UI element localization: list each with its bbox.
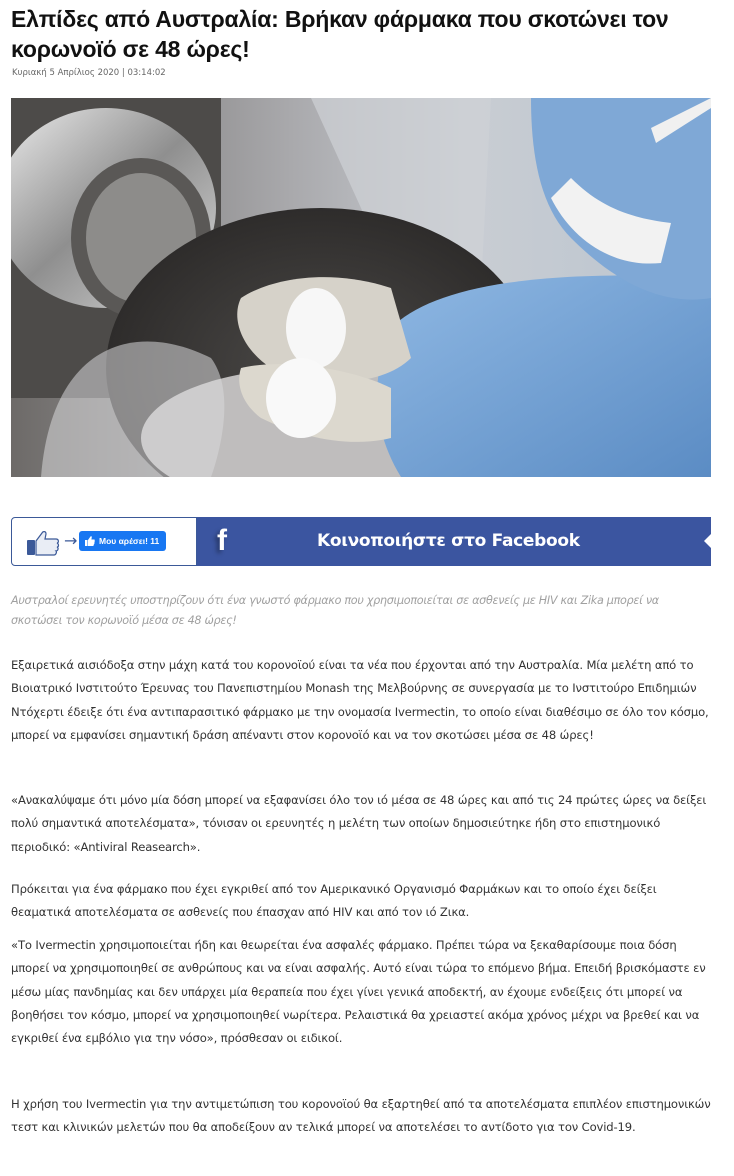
like-button-label: Μου αρέσει! 11 bbox=[99, 536, 160, 546]
photo-icon bbox=[11, 98, 711, 477]
facebook-logo-icon: f bbox=[217, 524, 227, 557]
article-paragraph: Πρόκειται για ένα φάρμακο που έχει εγκριθεί από τον Αμερικανικό Οργανισμό Φαρμάκων και το οποίο έχει δείξει θεαματικά αποτελέσματα σε ασθενείς που έπασχαν από HIV και από τον ιό Ζικα. bbox=[11, 882, 657, 920]
article-lead: Αυστραλοί ερευνητές υποστηρίζουν ότι ένα γνωστό φάρμακο που χρησιμοποιείται σε ασθενείς με HIV και Zika μπορεί να σκοτώσει τον κορωνοϊό μέσα σε 48 ώρες! bbox=[11, 594, 659, 627]
article-title: Ελπίδες από Αυστραλία: Βρήκαν φάρμακα που σκοτώνει τον κορωνοϊό σε 48 ώρες! bbox=[11, 6, 669, 62]
article-date: Κυριακή 5 Απρίλιος 2020 | 03:14:02 bbox=[12, 68, 166, 78]
hero-image bbox=[11, 98, 711, 477]
notch-decoration bbox=[704, 534, 711, 548]
facebook-share-bar bbox=[11, 517, 711, 568]
arrow-right-icon: → bbox=[64, 531, 78, 550]
article-paragraph: «Το Ivermectin χρησιμοποιείται ήδη και θεωρείται ένα ασφαλές φάρμακο. Πρέπει τώρα να ξεκαθαρίσουμε ποια δόση μπορεί να χρησιμοποιηθεί σε ανθρώπους και να είναι ασφαλής. Αυτό είναι τώρα το επόμενο βήμα. Επειδή βρισκόμαστε εν μέσω μίας πανδημίας και δεν υπάρχει μία θεραπεία που έχει γίνει γενικά αποδεκτή, αν έχουμε ενδείξεις ότι μπορεί να βοηθήσει τον κόσμο, μπορεί να χρησιμοποιηθεί νωρίτερα. Ρελαιστικά θα χρειαστεί ακόμα χρόνος μέχρι να βρεθεί και να εγκριθεί ένα εμβόλιο για την νόσο», πρόσθεσαν οι ειδικοί. bbox=[11, 938, 706, 1046]
share-label: Κοινοποιήστε στο Facebook bbox=[317, 531, 580, 551]
thumbs-up-small-icon bbox=[85, 536, 95, 546]
article-paragraph: Εξαιρετικά αισιόδοξα στην μάχη κατά του κορονοϊού είναι τα νέα που έρχονται από την Αυστραλία. Μία μελέτη από το Βιοιατρικό Ινστιτούτο Έρευνας του Πανεπιστημίου Monash της Μελβούρνης σε συνεργασία με το Ινστιτούρο Επιδημιών Ντόχερτι έδειξε ότι ένα αντιπαρασιτικό φάρμακο με την ονομασία Ivermectin, το οποίο είναι διαθέσιμο σε όλο τον κόσμο, μπορεί να εμφανίσει σημαντική δράση απέναντι στον κορονοϊό και να τον σκοτώσει μέσα σε 48 ώρες! bbox=[11, 658, 709, 742]
article-paragraph: «Ανακαλύψαμε ότι μόνο μία δόση μπορεί να εξαφανίσει όλο τον ιό μέσα σε 48 ώρες και από τις 24 πρώτες ώρες να δείξει πολύ σημαντικά αποτελέσματα», τόνισαν οι ερευνητές η μελέτη των οποίων δημοσιεύτηκε ήδη στο επιστημονικό περιοδικό: «Antiviral Reasearch». bbox=[11, 793, 707, 854]
thumbs-up-icon bbox=[26, 530, 60, 560]
article-paragraph: Η χρήση του Ivermectin για την αντιμετώπιση του κορονοϊού θα εξαρτηθεί από τα αποτελέσματα επιπλέον επιστημονικών τεστ και κλινικών μελετών που θα αποδείξουν αν τελικά μπορεί να αποτελέσει το αντίδοτο για τον Covid-19. bbox=[11, 1097, 711, 1135]
facebook-share-button[interactable] bbox=[197, 517, 711, 566]
facebook-like-box bbox=[11, 517, 197, 566]
facebook-like-button[interactable] bbox=[79, 531, 166, 551]
